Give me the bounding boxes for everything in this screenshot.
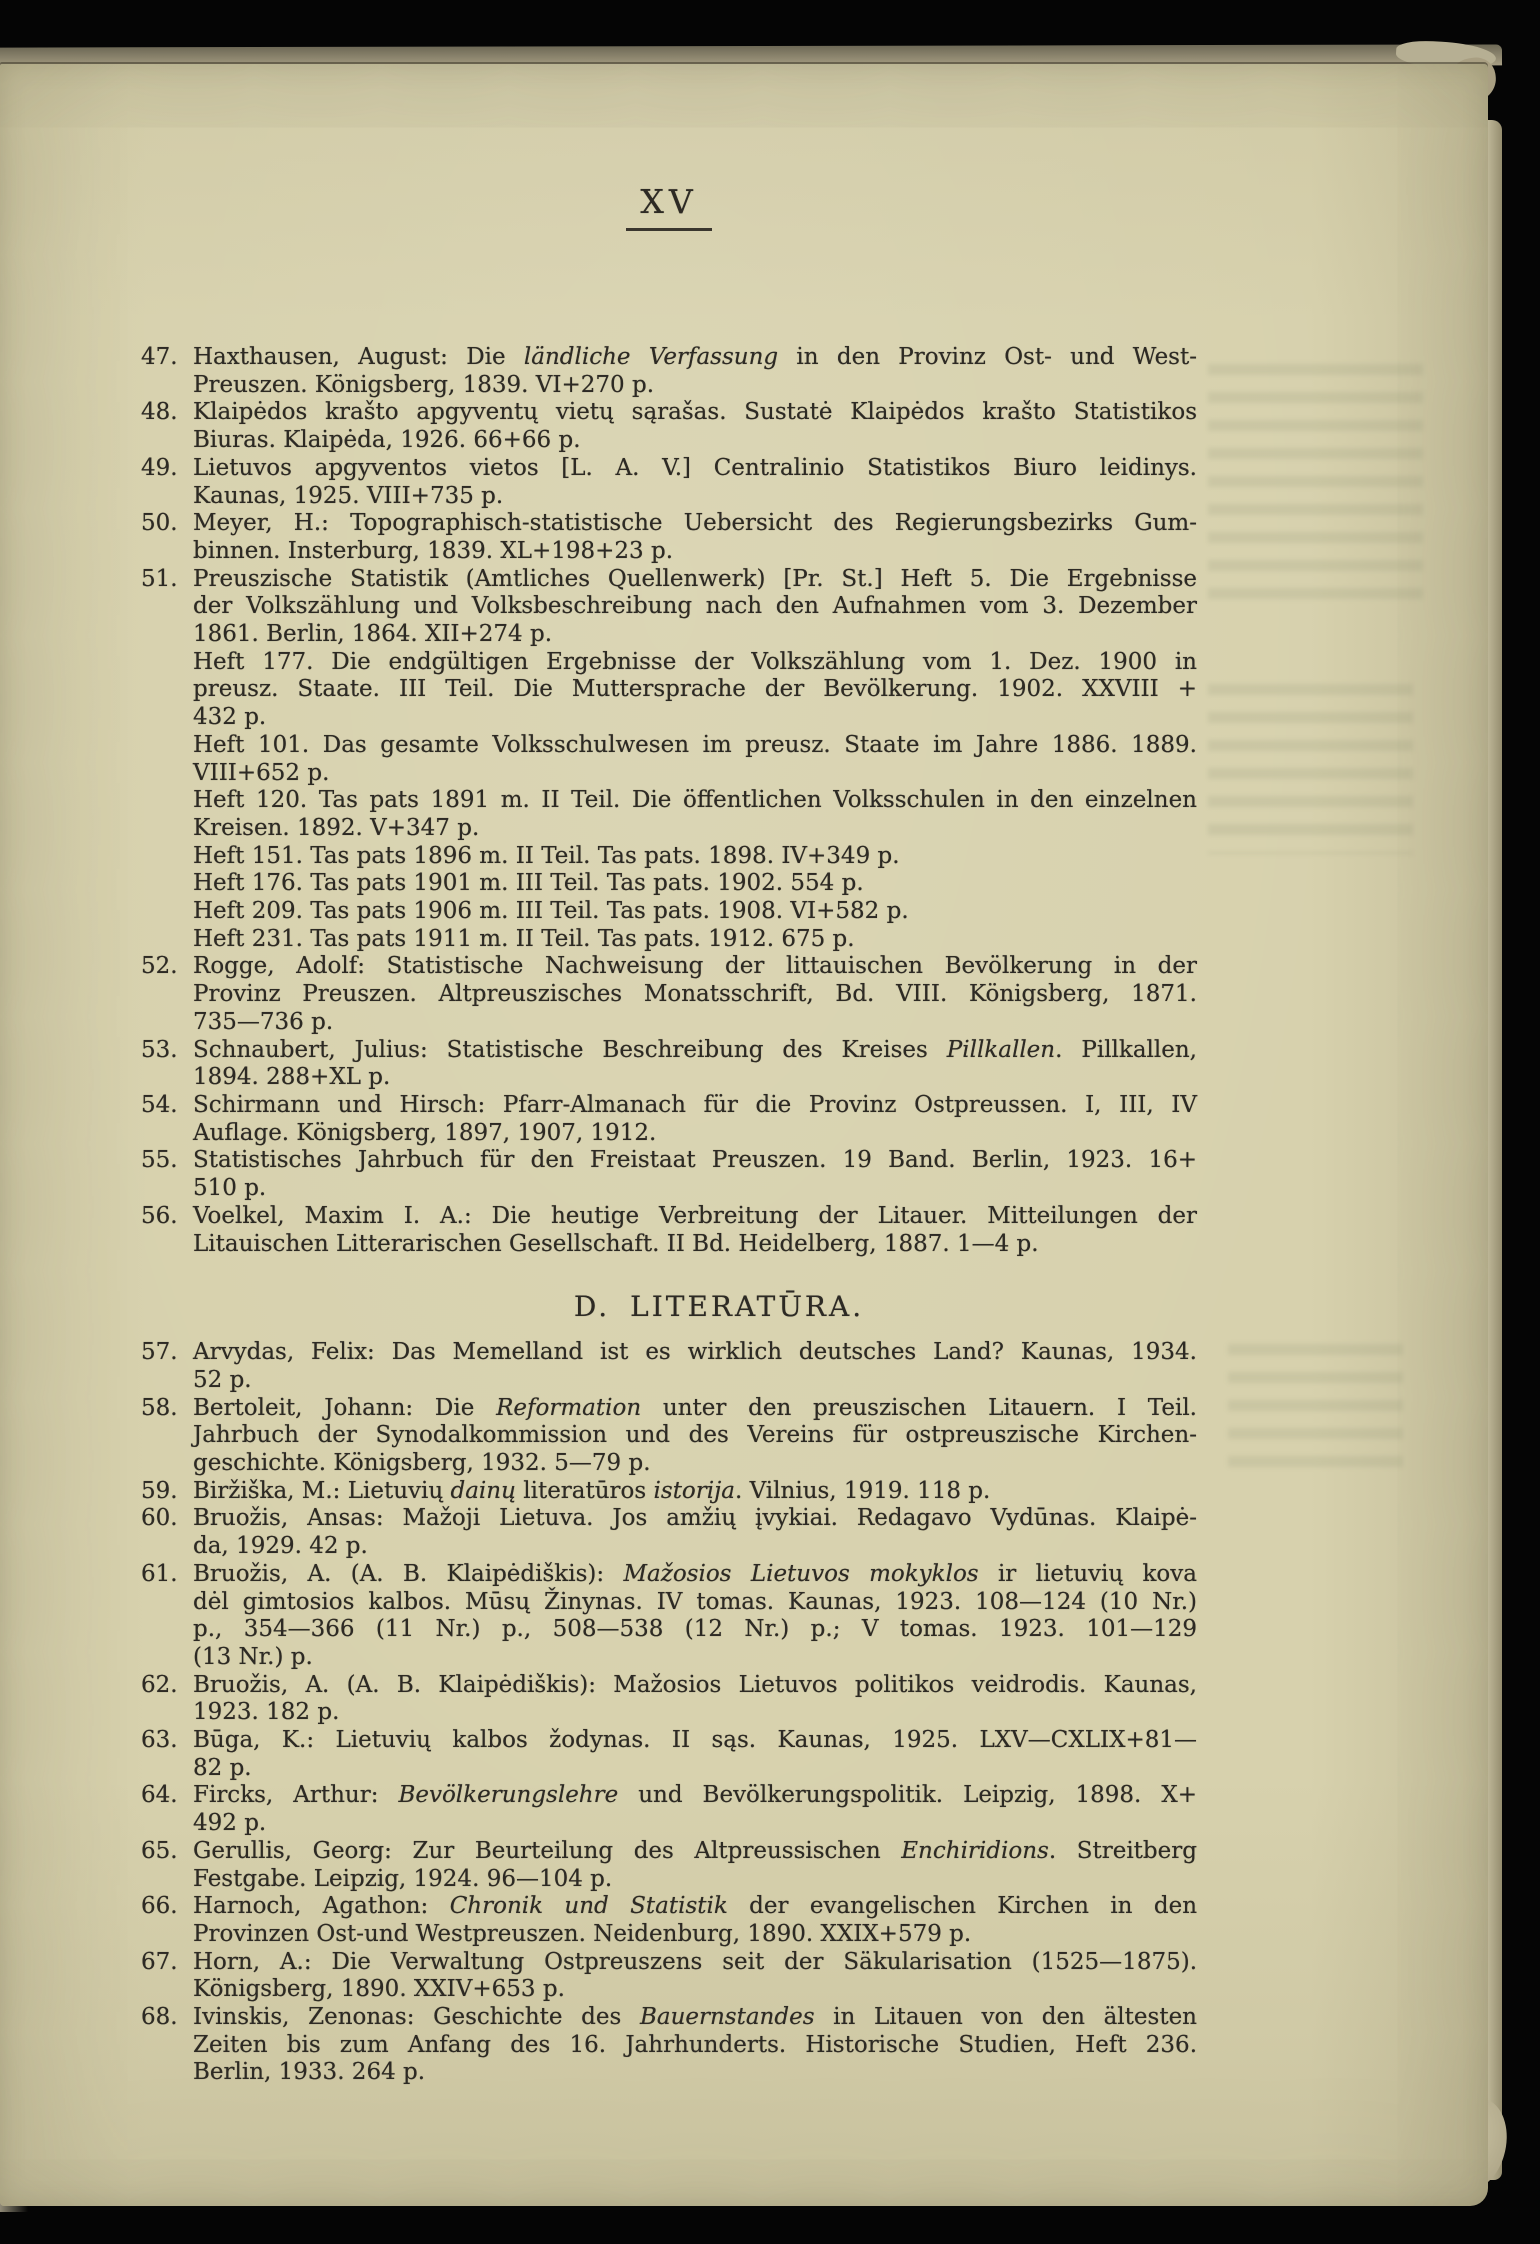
entry-line	[193, 1893, 1197, 1921]
italic-text: Chronik und Statistik	[449, 1893, 728, 1920]
page-number: XV	[626, 184, 711, 231]
text-run: literatūros	[515, 1477, 654, 1504]
entry-line	[193, 1866, 1197, 1894]
entry-number: 66.	[141, 1893, 178, 1920]
text-run: Jahrbuch der Synodalkommission und des Vereins für ostpreuszische Kirchen-	[193, 1422, 1197, 1449]
entry-line	[193, 1339, 1197, 1367]
text-run: Heft 151. Tas pats 1896 m. II Teil. Tas pats. 1898. IV+349 p.	[193, 842, 900, 869]
entry-line	[193, 898, 1197, 926]
entry-number: 60.	[141, 1505, 178, 1532]
bib-entry	[141, 454, 1197, 510]
entry-number: 65.	[141, 1837, 178, 1864]
entry-number: 50.	[141, 510, 178, 537]
entry-line	[193, 1422, 1197, 1450]
bib-entry	[141, 1782, 1197, 1837]
entry-number: 54.	[141, 1091, 178, 1118]
entry-number: 49.	[141, 454, 178, 481]
entry-line	[193, 455, 1197, 483]
text-run: der Volkszählung und Volksbeschreibung nach den Aufnahmen vom 3. Dezember	[193, 593, 1197, 620]
entry-line	[193, 593, 1197, 621]
bib-entry	[141, 1036, 1197, 1092]
text-run: Voelkel, Maxim I. A.: Die heutige Verbreitung der Litauer. Mitteilungen der	[193, 1202, 1197, 1229]
text-run: Zeiten bis zum Anfang des 16. Jahrhunderts. Historische Studien, Heft 236.	[193, 2031, 1197, 2058]
bibliography	[141, 344, 1198, 2087]
entry-line	[193, 2004, 1197, 2032]
entry-line	[193, 649, 1197, 677]
bib-subentry	[193, 787, 1197, 842]
bib-entry	[141, 1091, 1197, 1147]
text-run: der evangelischen Kirchen in den	[727, 1893, 1198, 1920]
book-fore-edge	[1486, 120, 1502, 2180]
entry-line	[193, 538, 1197, 566]
bib-entry	[141, 1671, 1197, 1727]
entry-number: 48.	[141, 399, 178, 426]
text-run: Haxthausen, August: Die	[193, 344, 524, 370]
text-run: Statistisches Jahrbuch für den Freistaat Preuszen. 19 Band. Berlin, 1923. 16+	[193, 1147, 1197, 1174]
bib-subentry	[193, 732, 1197, 787]
bib-entry	[141, 1948, 1197, 2004]
text-run: und Bevölkerungspolitik. Leipzig, 1898. X+	[618, 1782, 1197, 1809]
bib-entry	[141, 344, 1197, 399]
italic-text: Bauernstandes	[639, 2004, 815, 2031]
entry-line	[193, 1699, 1197, 1727]
bib-entry	[141, 1837, 1197, 1893]
bib-entry	[141, 1727, 1197, 1782]
text-run: 735—736 p.	[193, 1008, 334, 1035]
bib-subentry	[193, 926, 1197, 954]
text-run: Fircks, Arthur:	[193, 1782, 399, 1809]
entry-number: 58.	[141, 1394, 178, 1421]
bib-entry	[141, 1477, 1197, 1506]
entry-number: 63.	[141, 1727, 178, 1754]
entry-line	[193, 1589, 1197, 1617]
entry-number: 68.	[141, 2004, 178, 2031]
entry-line	[193, 1672, 1197, 1700]
entry-line	[193, 1810, 1197, 1838]
text-run: Provinz Preuszen. Altpreuszisches Monatsschrift, Bd. VIII. Königsberg, 1871.	[193, 981, 1197, 1008]
bleed-through-artifact	[1228, 1344, 1403, 1474]
text-run: Harnoch, Agathon:	[193, 1893, 450, 1920]
entry-number: 62.	[141, 1671, 178, 1698]
entry-line	[193, 1644, 1197, 1672]
italic-text: ländliche Verfassung	[523, 344, 779, 370]
text-run: dėl gimtosios kalbos. Mūsų Žinynas. IV tomas. Kaunas, 1923. 108—124 (10 Nr.)	[193, 1588, 1197, 1615]
bib-entry	[141, 510, 1197, 565]
entry-line	[193, 510, 1197, 538]
text-run: 82 p.	[193, 1754, 252, 1781]
text-run: (13 Nr.) p.	[193, 1643, 313, 1670]
entry-line	[193, 870, 1197, 898]
entry-number: 57.	[141, 1339, 178, 1366]
text-run: Gerullis, Georg: Zur Beurteilung des Altpreussischen	[193, 1837, 902, 1864]
text-run: Heft 231. Tas pats 1911 m. II Teil. Tas pats. 1912. 675 p.	[193, 925, 855, 952]
text-run: Lietuvos apgyventos vietos [L. A. V.] Centralinio Statistikos Biuro leidinys.	[193, 454, 1197, 481]
text-run: 510 p.	[193, 1175, 267, 1202]
text-run: Biržiška, M.: Lietuvių	[193, 1477, 451, 1504]
text-run: Ivinskis, Zenonas: Geschichte des	[193, 2004, 640, 2031]
bib-entry	[141, 1394, 1197, 1478]
text-run: Heft 177. Die endgültigen Ergebnisse der Volkszählung vom 1. Dez. 1900 in	[193, 648, 1197, 675]
text-run: Bruožis, A. (A. B. Klaipėdiškis):	[193, 1560, 624, 1587]
entry-line	[193, 566, 1197, 594]
bleed-through-artifact	[1208, 684, 1413, 854]
text-run: 52 p.	[193, 1366, 252, 1393]
text-run: binnen. Insterburg, 1839. XL+198+23 p.	[193, 537, 674, 564]
text-run: Kaunas, 1925. VIII+735 p.	[193, 482, 504, 509]
entry-line	[193, 787, 1197, 815]
text-run: . Pillkallen,	[1055, 1036, 1197, 1063]
entry-line	[193, 676, 1197, 704]
entry-line	[193, 704, 1197, 732]
text-run: Heft 176. Tas pats 1901 m. III Teil. Tas pats. 1902. 554 p.	[193, 870, 864, 897]
bib-subentry	[193, 843, 1197, 871]
text-run: 492 p.	[193, 1810, 267, 1837]
text-run: Provinzen Ost-und Westpreuszen. Neidenburg, 1890. XXIX+579 p.	[193, 1920, 972, 1947]
bib-entry	[141, 1560, 1197, 1672]
bib-subentry	[193, 870, 1197, 898]
entry-line	[193, 1782, 1197, 1810]
text-run: Preuszische Statistik (Amtliches Quellenwerk) [Pr. St.] Heft 5. Die Ergebnisse	[193, 565, 1197, 592]
entry-line	[193, 926, 1197, 954]
text-run: p., 354—366 (11 Nr.) p., 508—538 (12 Nr.) p.; V tomas. 1923. 101—129	[193, 1616, 1197, 1643]
entry-line	[193, 953, 1197, 981]
entry-line	[193, 1037, 1197, 1065]
text-run: Berlin, 1933. 264 p.	[193, 2059, 426, 2086]
italic-text: Pillkallen	[946, 1036, 1056, 1063]
entry-number: 53.	[141, 1036, 178, 1063]
entry-line	[193, 1505, 1197, 1533]
italic-text: Bevölkerungslehre	[398, 1782, 619, 1809]
entry-number: 52.	[141, 953, 178, 980]
entry-line	[193, 1395, 1197, 1423]
entry-line	[193, 2032, 1197, 2060]
entry-line	[193, 483, 1197, 511]
bib-subentry	[193, 649, 1197, 732]
text-run: Bruožis, Ansas: Mažoji Lietuva. Jos amžių įvykiai. Redagavo Vydūnas. Klaipė-	[193, 1505, 1197, 1532]
text-run: in den Provinz Ost- und West-	[778, 344, 1197, 370]
entry-line	[193, 815, 1197, 843]
entry-line	[193, 760, 1197, 788]
entry-number: 47.	[141, 344, 178, 370]
bib-entry	[141, 1202, 1197, 1258]
bib-subentry	[193, 898, 1197, 926]
entry-line	[193, 2059, 1197, 2087]
text-run: Meyer, H.: Topographisch-statistische Uebersicht des Regierungsbezirks Gum-	[193, 510, 1197, 537]
text-run: Horn, A.: Die Verwaltung Ostpreuszens seit der Säkularisation (1525—1875).	[193, 1948, 1197, 1975]
entry-line	[193, 843, 1197, 871]
text-run: Rogge, Adolf: Statistische Nachweisung der littauischen Bevölkerung in der	[193, 953, 1197, 980]
bleed-through-artifact	[1208, 364, 1423, 614]
entry-line	[193, 1616, 1197, 1644]
entry-line	[193, 1533, 1197, 1561]
entry-line	[193, 1064, 1197, 1092]
italic-text: istorija	[653, 1477, 735, 1504]
text-run: geschichte. Königsberg, 1932. 5—79 p.	[193, 1450, 651, 1477]
text-run: Schirmann und Hirsch: Pfarr-Almanach für die Provinz Ostpreussen. I, III, IV	[193, 1091, 1197, 1118]
text-run: in Litauen von den ältesten	[814, 2004, 1197, 2031]
entry-line	[193, 1921, 1197, 1949]
text-run: . Streitberg	[1048, 1837, 1197, 1864]
text-run: . Vilnius, 1919. 118 p.	[734, 1477, 991, 1504]
text-run: Festgabe. Leipzig, 1924. 96—104 p.	[193, 1865, 613, 1892]
text-run: Kreisen. 1892. V+347 p.	[193, 814, 480, 841]
entry-line	[193, 1949, 1197, 1977]
text-run: Bertoleit, Johann: Die	[193, 1394, 497, 1421]
italic-text: dainų	[450, 1477, 516, 1504]
entry-line	[193, 1976, 1197, 2004]
entry-number: 67.	[141, 1948, 178, 1975]
text-run: Klaipėdos krašto apgyventų vietų sąrašas. Sustatė Klaipėdos krašto Statistikos	[193, 399, 1197, 426]
text-run: Būga, K.: Lietuvių kalbos žodynas. II sąs. Kaunas, 1925. LXV—CXLIX+81—	[193, 1727, 1197, 1754]
text-run: Heft 209. Tas pats 1906 m. III Teil. Tas pats. 1908. VI+582 p.	[193, 898, 909, 925]
entry-line	[193, 1755, 1197, 1783]
bib-entry	[141, 565, 1197, 649]
bib-entry	[141, 2004, 1197, 2087]
entry-line	[193, 1367, 1197, 1395]
entry-line	[193, 1203, 1197, 1231]
bib-entry	[141, 1505, 1197, 1560]
bib-entry	[141, 399, 1197, 454]
text-run: Heft 101. Das gesamte Volksschulwesen im preusz. Staate im Jahre 1886. 1889.	[193, 731, 1197, 758]
section-heading: D. LITERATŪRA.	[573, 1290, 865, 1324]
text-run: ir lietuvių kova	[978, 1560, 1197, 1587]
text-run: Preuszen. Königsberg, 1839. VI+270 p.	[193, 371, 655, 398]
text-run: VIII+652 p.	[193, 759, 330, 786]
entry-line	[193, 1092, 1197, 1120]
text-run: Auflage. Königsberg, 1897, 1907, 1912.	[193, 1119, 657, 1146]
text-run: preusz. Staate. III Teil. Die Muttersprache der Bevölkerung. 1902. XXVIII +	[193, 676, 1197, 703]
entry-line	[193, 1727, 1197, 1755]
text-run: da, 1929. 42 p.	[193, 1533, 368, 1560]
entry-number: 56.	[141, 1202, 178, 1229]
entry-line	[193, 1009, 1197, 1037]
entry-number: 51.	[141, 565, 178, 592]
entry-line	[193, 1231, 1197, 1259]
entry-line	[193, 1450, 1197, 1478]
text-run: Schnaubert, Julius: Statistische Beschreibung des Kreises	[193, 1036, 947, 1063]
entry-line	[193, 1120, 1197, 1148]
text-run: Biuras. Klaipėda, 1926. 66+66 p.	[193, 427, 581, 454]
entry-line	[193, 344, 1197, 372]
entry-number: 55.	[141, 1147, 178, 1174]
text-run: Heft 120. Tas pats 1891 m. II Teil. Die öffentlichen Volksschulen in den einzelnen	[193, 787, 1197, 814]
text-run: Arvydas, Felix: Das Memelland ist es wirklich deutsches Land? Kaunas, 1934.	[193, 1339, 1197, 1366]
text-run: 432 p.	[193, 704, 267, 731]
entry-line	[193, 399, 1197, 427]
bib-entry	[141, 1893, 1198, 1948]
entry-line	[193, 621, 1197, 649]
text-run: Königsberg, 1890. XXIV+653 p.	[193, 1976, 565, 2003]
entry-number: 64.	[141, 1782, 178, 1809]
text-run: 1894. 288+XL p.	[193, 1064, 391, 1091]
entry-line	[193, 427, 1197, 455]
page-header	[143, 184, 1147, 231]
bib-entry	[141, 953, 1197, 1036]
italic-text: Mažosios Lietuvos mokyklos	[623, 1560, 979, 1587]
bib-entry	[141, 1147, 1197, 1202]
italic-text: Reformation	[496, 1394, 642, 1421]
entry-line	[193, 981, 1197, 1009]
text-run: Litauischen Litterarischen Gesellschaft. II Bd. Heidelberg, 1887. 1—4 p.	[193, 1230, 1039, 1257]
book-page	[0, 64, 1488, 2206]
text-run: unter den preuszischen Litauern. I Teil.	[641, 1394, 1197, 1421]
entry-number: 59.	[141, 1477, 178, 1504]
text-run: Bruožis, A. (A. B. Klaipėdiškis): Mažosios Lietuvos politikos veidrodis. Kaunas,	[193, 1671, 1197, 1698]
entry-line	[193, 1175, 1197, 1203]
entry-line	[193, 1147, 1197, 1175]
text-run: 1861. Berlin, 1864. XII+274 p.	[193, 621, 553, 648]
entry-line	[193, 1561, 1197, 1589]
entry-line	[193, 1838, 1197, 1866]
entry-number: 61.	[141, 1560, 178, 1587]
italic-text: Enchiridions	[901, 1837, 1049, 1864]
text-run: 1923. 182 p.	[193, 1699, 340, 1726]
bib-entry	[141, 1339, 1197, 1394]
entry-line	[193, 372, 1197, 400]
entry-line	[193, 732, 1197, 760]
entry-line	[193, 1478, 1197, 1506]
